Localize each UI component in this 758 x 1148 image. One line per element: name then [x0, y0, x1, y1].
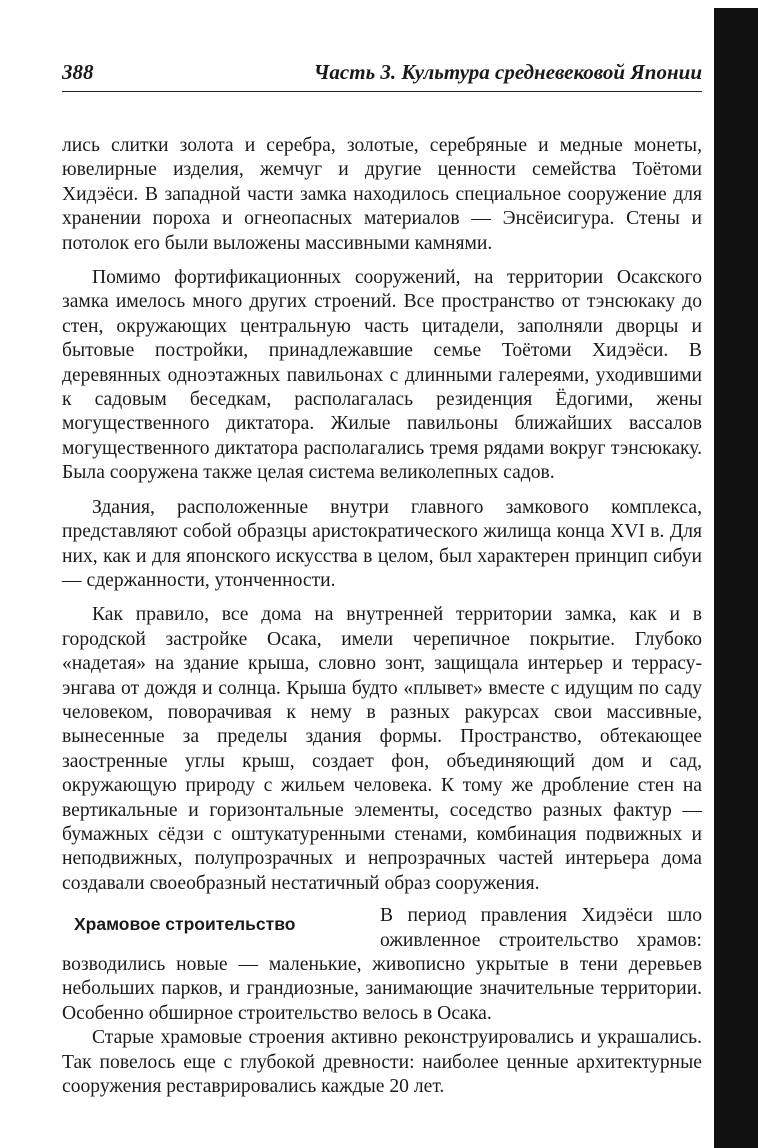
running-title: Часть 3. Культура средневековой Японии	[313, 60, 702, 84]
section-paragraph: В период правления Хидэёси шло оживленное строительство храмов: возводились новые — маленькие, живописно укрытые в тени деревьев небольших парков, и грандиозные, занимающие значительные территории. Особенно обширное строительство велось в Осака.	[62, 905, 702, 1024]
paragraph: Старые храмовые строения активно реконструировались и украшались. Так повелось еще с глубокой древности: наиболее ценные архитектурные сооружения реставрировались каждые 20 лет.	[62, 1027, 702, 1098]
paragraph: Здания, расположенные внутри главного замкового комплекса, представляют собой образцы аристократического жилища конца XVI в. Для них, как и для японского искусства в целом, был характерен принцип сибуи — сдержанности, утонченности.	[62, 496, 702, 591]
section-temple-building	[62, 904, 702, 1026]
page-number: 388	[62, 60, 94, 84]
book-page	[62, 60, 702, 1099]
paragraph: лись слитки золота и серебра, золотые, серебряные и медные монеты, ювелирные изделия, жемчуг и другие ценности семейства Тоётоми Хидэёси. В западной части замка находилось специальное сооружение для хранении пороха и огнеопасных материалов — Энсёисигура. Стены и потолок его были выложены массивными камнями.	[62, 135, 702, 254]
paragraph: Как правило, все дома на внутренней территории замка, как и в городской застройке Осака, имели черепичное покрытие. Глубоко «надетая» на здание крыша, словно зонт, защищала интерьер и террасу-энгава от дождя и солнца. Крыша будто «плывет» вместе с идущим по саду человеком, поворачивая к нему в разных ракурсах свои массивные, вынесенные за пределы здания формы. Пространство, обтекающее заостренные углы крыш, создает фон, объединяющий дом и сад, окружающую природу с жильем человека. К тому же дробление стен на вертикальные и горизонтальные элементы, соседство разных фактур — бумажных сёдзи с оштукатуренными стенами, комбинация подвижных и неподвижных, полупрозрачных и непрозрачных частей интерьера дома создавали своеобразный нестатичный образ сооружения.	[62, 604, 702, 894]
scan-edge-shadow	[714, 8, 758, 1148]
section-heading: Храмовое строительство	[74, 914, 296, 935]
paragraph: Помимо фортификационных сооружений, на территории Осакского замка имелось много других строений. Все пространство от тэнсюкаку до стен, окружающих центральную часть цитадели, заполняли дворцы и бытовые постройки, принадлежавшие семье Тоётоми Хидэёси. В деревянных одноэтажных павильонах с длинными галереями, уходившими к садовым беседкам, располагалась резиденция Ёдогими, жены могущественного диктатора. Жилые павильоны ближайших вассалов могущественного диктатора располагались тремя рядами вокруг тэнсюкаку. Была сооружена также целая система великолепных садов.	[62, 267, 702, 484]
running-header	[62, 60, 702, 92]
body-text	[62, 134, 702, 1099]
